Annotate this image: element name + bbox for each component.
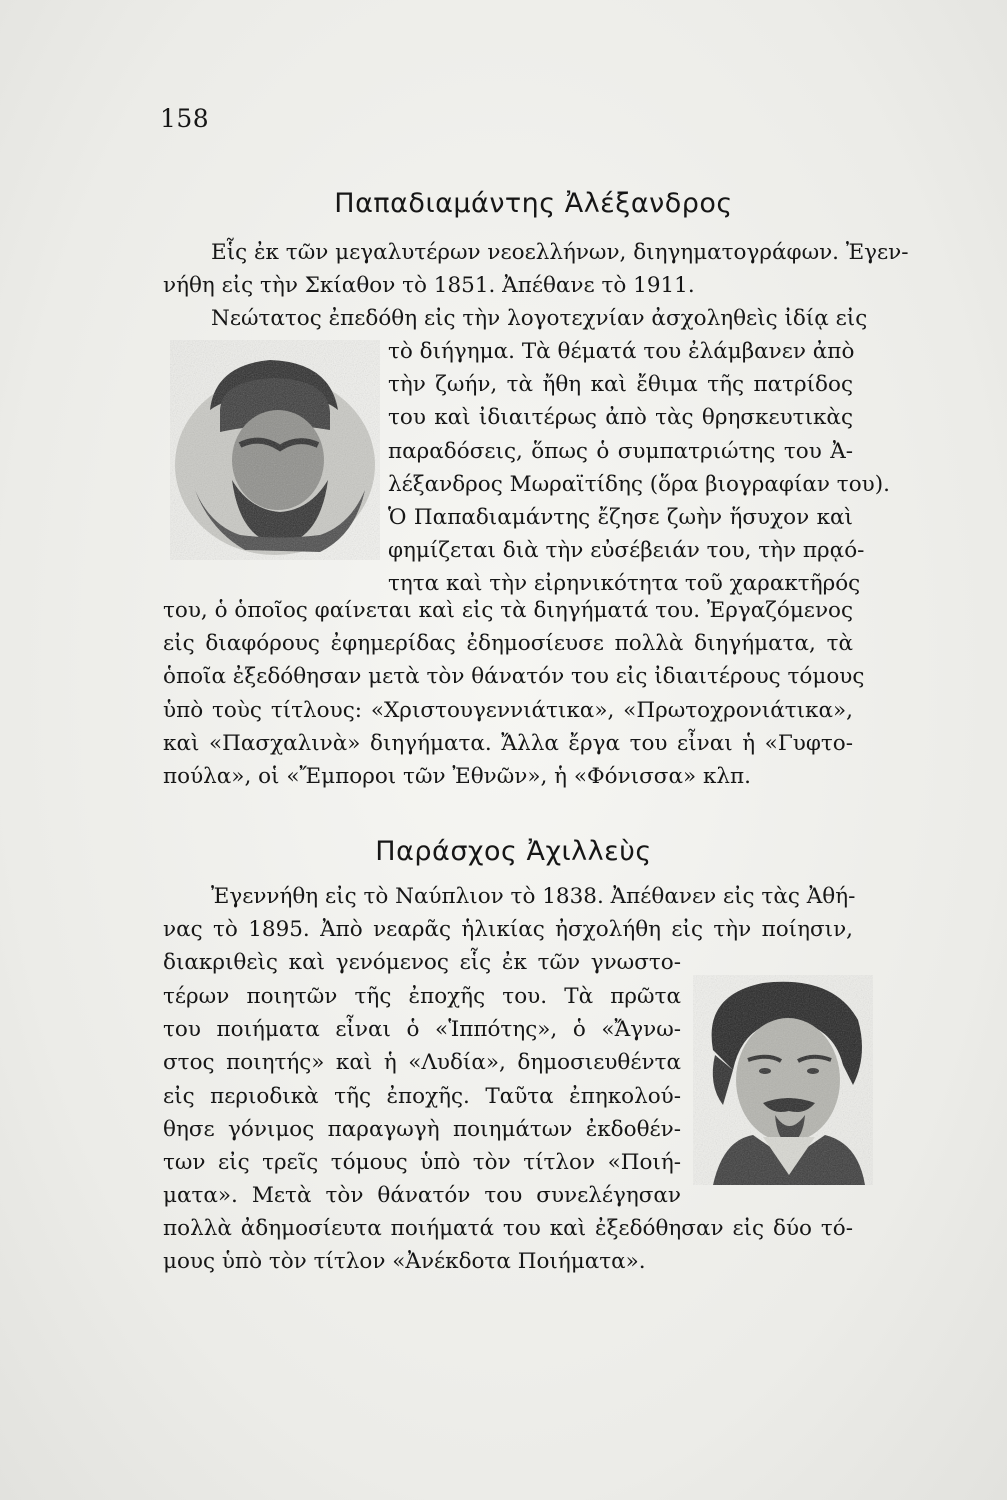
papadiamantis-body <box>163 594 865 793</box>
text-line: λέξανδρος Μωραϊτίδης (ὅρα βιογραφίαν του). <box>388 471 890 497</box>
text-line: πολλὰ ἀδημοσίευτα ποιήματά του καὶ ἐξεδόθησαν εἰς δύο τό- <box>163 1216 853 1241</box>
paraschos-intro <box>163 880 856 980</box>
text-line: παραδόσεις, ὅπως ὁ συμπατριώτης του Ἀ- <box>388 438 853 464</box>
text-line: τητα καὶ τὴν εἰρηνικότητα τοῦ χαρακτῆρός <box>388 571 861 597</box>
text-line: θησε γόνιμος παραγωγὴ ποιημάτων ἐκδοθέν- <box>163 1116 681 1142</box>
papadiamantis-side-text <box>388 335 890 601</box>
text-line: Ὁ Παπαδιαμάντης ἔζησε ζωὴν ἥσυχον καὶ <box>388 505 853 531</box>
portrait-paraschos <box>693 975 873 1185</box>
text-line: νας τὸ 1895. Ἀπὸ νεαρᾶς ἡλικίας ἠσχολήθη εἰς τὴν ποίησιν, <box>163 917 853 943</box>
text-line: εἰς διαφόρους ἐφημερίδας ἐδημοσίευσε πολλὰ διηγήματα, τὰ <box>163 631 853 657</box>
text-line: του καὶ ἰδιαιτέρως ἀπὸ τὰς θρησκευτικὰς <box>388 405 853 431</box>
text-line: ματα». Μετὰ τὸν θάνατόν του συνελέγησαν <box>163 1183 681 1209</box>
paraschos-side-text <box>163 980 681 1212</box>
text-line: ὑπὸ τοὺς τίτλους: «Χριστουγεννιάτικα», «Πρωτοχρονιάτικα», <box>163 697 853 723</box>
text-line: εἰς περιοδικὰ τῆς ἐποχῆς. Ταῦτα ἐπηκολού- <box>163 1083 681 1109</box>
text-line: τὴν ζωήν, τὰ ἤθη καὶ ἔθιμα τῆς πατρίδος <box>388 372 853 398</box>
paraschos-body <box>163 1212 853 1278</box>
text-line: του, ὁ ὁποῖος φαίνεται καὶ εἰς τὰ διηγήματά του. Ἐργαζόμενος <box>163 598 853 623</box>
text-line: πούλα», οἱ «Ἔμποροι τῶν Ἐθνῶν», ἡ «Φόνισσα» κλπ. <box>163 764 751 790</box>
text-line: Ἐγεννήθη εἰς τὸ Ναύπλιον τὸ 1838. Ἀπέθανεν εἰς τὰς Ἀθή- <box>211 884 856 909</box>
text-line: καὶ «Πασχαλινὰ» διηγήματα. Ἄλλα ἔργα του εἶναι ἡ «Γυφτο- <box>163 730 853 756</box>
portrait-papadiamantis <box>170 340 380 560</box>
text-line: ὁποῖα ἐξεδόθησαν μετὰ τὸν θάνατόν του εἰς ἰδιαιτέρους τόμους <box>163 664 865 690</box>
text-line: στος ποιητής» καὶ ἡ «Λυδία», δημοσιευθέντα <box>163 1050 681 1076</box>
text-line: τέρων ποιητῶν τῆς ἐποχῆς του. Τὰ πρῶτα <box>163 984 681 1009</box>
section-heading-paraschos: Παράσχος Ἀχιλλεὺς <box>375 836 652 868</box>
text-line: των εἰς τρεῖς τόμους ὑπὸ τὸν τίτλον «Ποιή- <box>163 1150 681 1176</box>
text-line: Νεώτατος ἐπεδόθη εἰς τὴν λογοτεχνίαν ἀσχοληθεὶς ἰδίᾳ εἰς <box>211 306 868 332</box>
papadiamantis-intro <box>163 236 909 336</box>
text-line: νήθη εἰς τὴν Σκίαθον τὸ 1851. Ἀπέθανε τὸ 1911. <box>163 273 695 299</box>
text-line: διακριθεὶς καὶ γενόμενος εἷς ἐκ τῶν γνωστο- <box>163 950 681 976</box>
text-line: του ποιήματα εἶναι ὁ «Ἱππότης», ὁ «Ἄγνω- <box>163 1017 681 1043</box>
text-line: μους ὑπὸ τὸν τίτλον «Ἀνέκδοτα Ποιήματα». <box>163 1249 646 1275</box>
section-heading-papadiamantis: Παπαδιαμάντης Ἀλέξανδρος <box>334 188 733 220</box>
page-number: 158 <box>160 104 210 133</box>
text-line: φημίζεται διὰ τὴν εὐσέβειάν του, τὴν πρᾳό- <box>388 538 865 564</box>
text-line: Εἷς ἐκ τῶν μεγαλυτέρων νεοελλήνων, διηγηματογράφων. Ἐγεν- <box>211 240 909 265</box>
text-line: τὸ διήγημα. Τὰ θέματά του ἐλάμβανεν ἀπὸ <box>388 339 855 364</box>
